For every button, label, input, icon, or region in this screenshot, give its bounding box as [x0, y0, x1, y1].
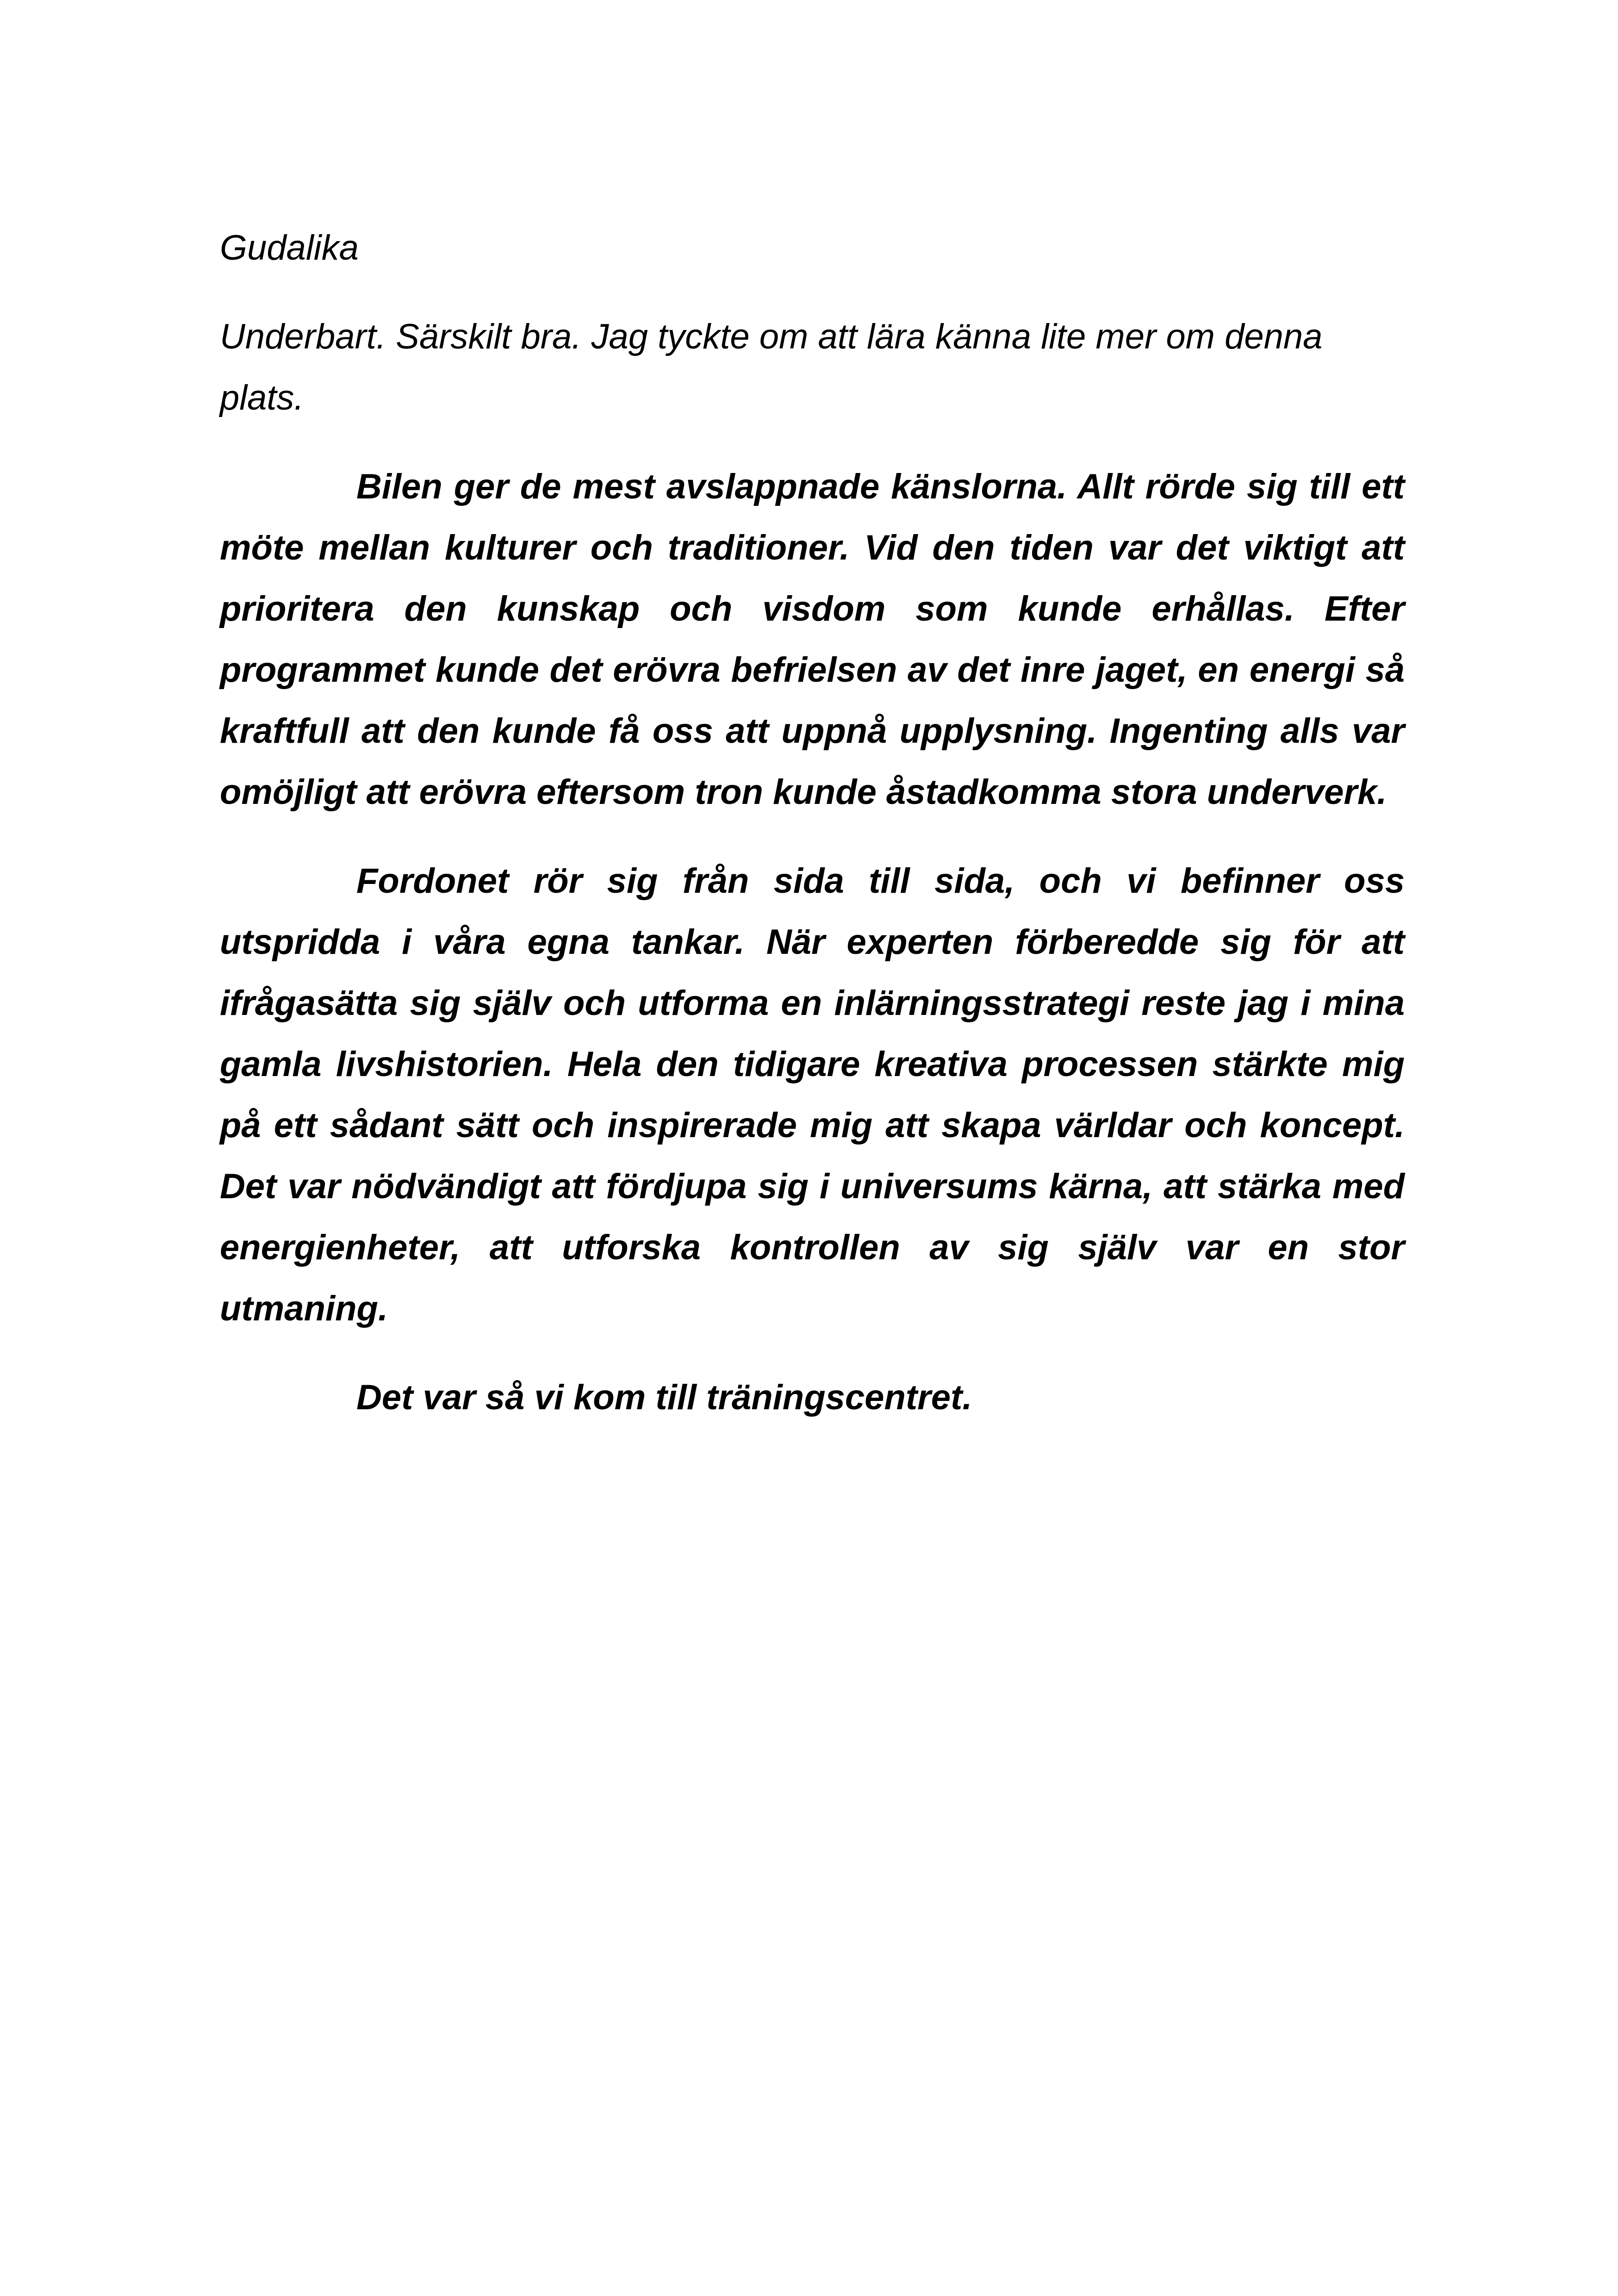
paragraph-vehicle: Fordonet rör sig från sida till sida, och vi befinner oss utspridda i våra egna tankar. När experten förberedde sig för att ifrågasätta sig själv och utforma en inlärningsstrategi reste jag i mina gamla livshistorien. Hela den tidigare kreativa processen stärkte mig på ett sådant sätt och inspirerade mig att skapa världar och koncept. Det var nödvändigt att fördjupa sig i universums kärna, att stärka med energienheter, att utforska kontrollen av sig själv var en stor utmaning.: [220, 861, 1405, 1328]
document-title: Gudalika: [220, 228, 359, 268]
paragraph-car: Bilen ger de mest avslappnade känslorna. Allt rörde sig till ett möte mellan kulturer och traditioner. Vid den tiden var det viktigt att prioritera den kunskap och visdom som kunde erhållas. Efter programmet kunde det erövra befrielsen av det inre jaget, en energi så kraftfull att den kunde få oss att uppnå upplysning. Ingenting alls var omöjligt att erövra eftersom tron kunde åstadkomma stora underverk.: [220, 467, 1405, 812]
paragraph-intro: Underbart. Särskilt bra. Jag tyckte om att lära känna lite mer om denna plats.: [220, 317, 1323, 417]
document-body: [220, 218, 1405, 1456]
paragraph-closing: Det var så vi kom till träningscentret.: [356, 1378, 972, 1417]
